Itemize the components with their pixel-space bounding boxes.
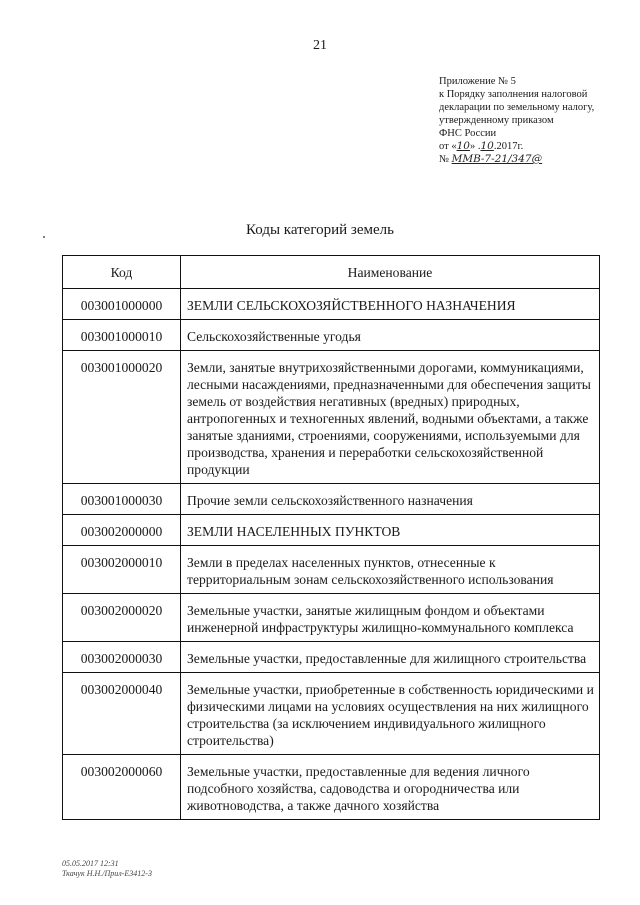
annex-line-5: ФНС России xyxy=(439,128,497,139)
table-row xyxy=(63,515,600,546)
annex-line-3: декларации по земельному налогу, xyxy=(439,102,595,113)
table-row xyxy=(63,594,600,642)
order-number-handwritten: ММВ-7-21/347@ xyxy=(451,153,543,165)
cell-name: ЗЕМЛИ НАСЕЛЕННЫХ ПУНКТОВ xyxy=(181,515,600,546)
date-year: .2017г. xyxy=(493,141,524,152)
header-name: Наименование xyxy=(181,256,600,289)
cell-name: Земельные участки, предоставленные для жилищного строительства xyxy=(181,642,600,673)
footer-stamp xyxy=(62,859,152,879)
footer-timestamp: 05.05.2017 12:31 xyxy=(62,859,119,868)
date-day-handwritten: 10 xyxy=(456,140,470,152)
table-row xyxy=(63,755,600,820)
table-row xyxy=(63,289,600,320)
annex-date xyxy=(439,140,619,153)
cell-code: 003002000040 xyxy=(63,673,181,755)
cell-name: Сельскохозяйственные угодья xyxy=(181,320,600,351)
cell-code: 003002000020 xyxy=(63,594,181,642)
table-header-row xyxy=(63,256,600,289)
date-prefix: от « xyxy=(439,141,457,152)
cell-code: 003001000000 xyxy=(63,289,181,320)
number-prefix: № xyxy=(439,154,450,165)
annex-block xyxy=(439,75,619,166)
date-mid: » . xyxy=(469,141,481,152)
cell-code: 003002000030 xyxy=(63,642,181,673)
cell-code: 003001000030 xyxy=(63,484,181,515)
table-row xyxy=(63,320,600,351)
footer-author-ref: Ткачук Н.Н./Прил-Е3412-3 xyxy=(62,869,152,878)
cell-name: Земельные участки, приобретенные в собственность юридическими и физическими лицами на условиях осуществления на них жилищного строительства (за исключением индивидуального жилищного строительства) xyxy=(181,673,600,755)
cell-name: Земли в пределах населенных пунктов, отнесенные к территориальным зонам сельскохозяйственного использования xyxy=(181,546,600,594)
cell-name: Земельные участки, предоставленные для ведения личного подсобного хозяйства, садоводства и огородничества или животноводства, а также дачного хозяйства xyxy=(181,755,600,820)
land-category-codes-table xyxy=(62,255,600,820)
cell-name: ЗЕМЛИ СЕЛЬСКОХОЗЯЙСТВЕННОГО НАЗНАЧЕНИЯ xyxy=(181,289,600,320)
cell-name: Прочие земли сельскохозяйственного назначения xyxy=(181,484,600,515)
table-row xyxy=(63,351,600,484)
annex-line-1: Приложение № 5 xyxy=(439,76,516,87)
page-number: 21 xyxy=(313,38,327,53)
cell-name: Земли, занятые внутрихозяйственными дорогами, коммуникациями, лесными насаждениями, предназначенными для обеспечения защиты земель от воздействия негативных (вредных) природных, антропогенных и техногенных явлений, водными объектами, а также занятые зданиями, строениями, сооружениями, используемыми для производства, хранения и переработки сельскохозяйственной продукции xyxy=(181,351,600,484)
cell-code: 003001000020 xyxy=(63,351,181,484)
table-row xyxy=(63,673,600,755)
cell-code: 003002000060 xyxy=(63,755,181,820)
annex-number xyxy=(439,153,619,166)
table-row xyxy=(63,642,600,673)
table-row xyxy=(63,546,600,594)
cell-code: 003002000010 xyxy=(63,546,181,594)
annex-line-4: утвержденному приказом xyxy=(439,115,554,126)
table-row xyxy=(63,484,600,515)
header-code: Код xyxy=(63,256,181,289)
document-title: Коды категорий земель xyxy=(246,222,394,238)
cell-name: Земельные участки, занятые жилищным фондом и объектами инженерной инфраструктуры жилищно-коммунального комплекса xyxy=(181,594,600,642)
annex-line-2: к Порядку заполнения налоговой xyxy=(439,89,588,100)
cell-code: 003002000000 xyxy=(63,515,181,546)
cell-code: 003001000010 xyxy=(63,320,181,351)
date-month-handwritten: 10 xyxy=(480,140,494,152)
